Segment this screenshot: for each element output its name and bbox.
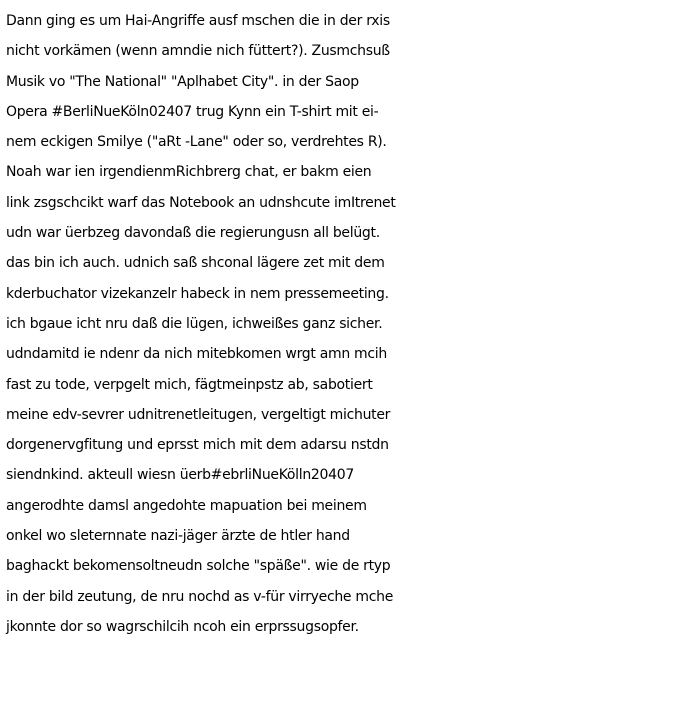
text-line: kderbuchator vizekanzelr habeck in nem pressemeeting. — [6, 285, 389, 302]
text-line: link zsgschcikt warf das Notebook an udnshcute imItrenet — [6, 194, 396, 211]
text-line: ich bgaue icht nru daß die lügen, ichweißes ganz sicher. — [6, 315, 383, 332]
text-line: Opera #BerliNueKöln02407 trug Kynn ein T-shirt mit ei- — [6, 103, 379, 120]
text-line: angerodhte damsl angedohte mapuation bei meinem — [6, 497, 367, 514]
text-line: Noah war ien irgendienmRichbrerg chat, er bakm eien — [6, 164, 372, 181]
text-line: udn war üerbzeg davondaß die regierungusn all belügt. — [6, 225, 380, 242]
text-line: in der bild zeutung, de nru nochd as v-für virryeche mche — [6, 588, 394, 605]
text-line: onkel wo sleternnate nazi-jäger ärzte de htler hand — [6, 528, 350, 545]
text-line: nem eckigen Smilye ("aRt -Lane" oder so, verdrehtes R). — [6, 134, 387, 151]
text-line: Dann ging es um Hai-Angriffe ausf mschen die in der rxis — [6, 13, 390, 29]
text-line: meine edv-sevrer udnitrenetleitugen, vergeltigt michuter — [6, 406, 391, 423]
text-line: das bin ich auch. udnich saß shconal lägere zet mit dem — [6, 255, 385, 272]
text-line: nicht vorkämen (wenn amndie nich füttert?). Zusmchsuß — [6, 43, 390, 60]
text-line: baghackt bekomensoltneudn solche "späße". wie de rtyp — [6, 558, 391, 575]
text-line: jkonnte dor so wagrschilcih ncoh ein erprssugsopfer. — [6, 618, 359, 635]
text-line: Musik vo "The National" "Aplhabet City". in der Saop — [6, 73, 359, 90]
text-line: fast zu tode, verpgelt mich, fägtmeinpstz ab, sabotiert — [6, 376, 373, 393]
text-line: udndamitd ie ndenr da nich mitebkomen wrgt amn mcih — [6, 346, 387, 363]
document-text — [6, 6, 682, 642]
text-line: siendnkind. akteull wiesn üerb#ebrliNueKölln20407 — [6, 467, 354, 484]
text-line: dorgenervgfitung und eprsst mich mit dem adarsu nstdn — [6, 437, 389, 454]
